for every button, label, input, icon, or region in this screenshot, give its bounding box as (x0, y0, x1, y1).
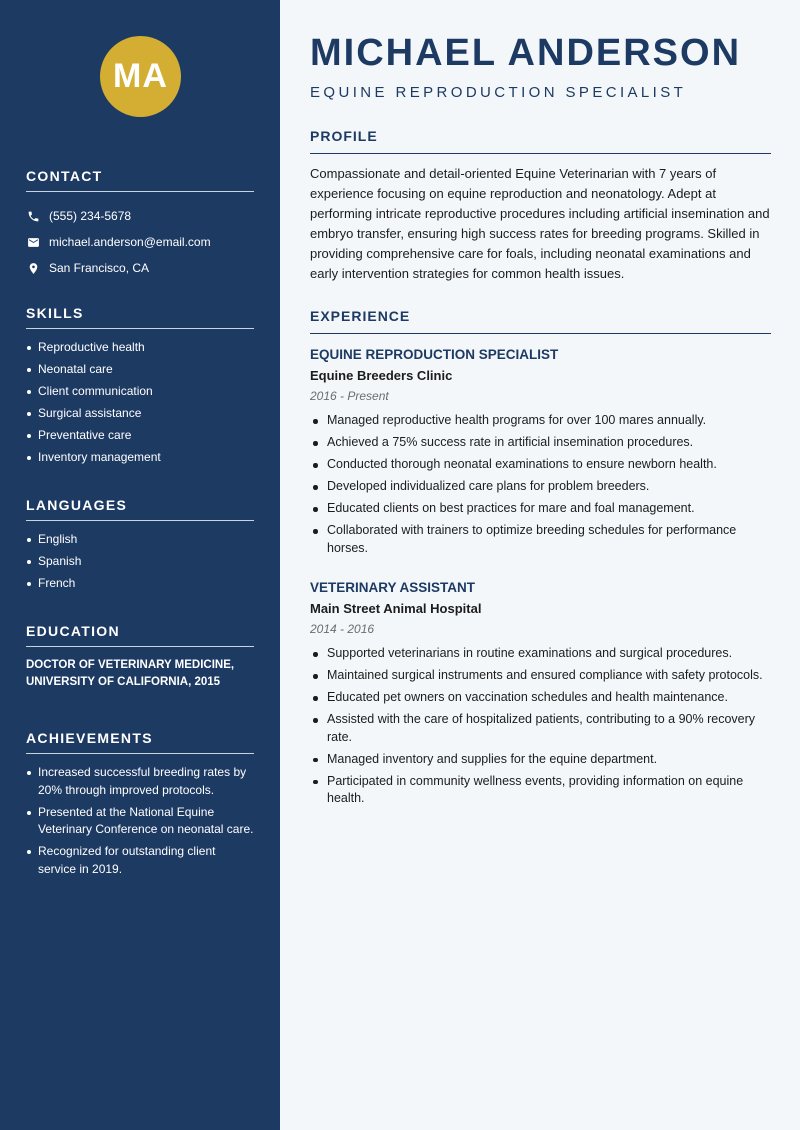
job-dates: 2016 - Present (310, 389, 389, 403)
experience-job (310, 347, 771, 562)
list-item: Managed inventory and supplies for the equine department. (310, 751, 771, 769)
education-heading: EDUCATION (26, 623, 254, 647)
languages-section (26, 497, 254, 597)
languages-list (26, 531, 254, 593)
list-item: Inventory management (26, 449, 254, 467)
contact-heading: CONTACT (26, 168, 254, 192)
job-role: VETERINARY ASSISTANT (310, 580, 476, 595)
list-item: French (26, 575, 254, 593)
list-item: Recognized for outstanding client service in 2019. (26, 843, 254, 878)
list-item: Client communication (26, 383, 254, 401)
phone-text: (555) 234-5678 (49, 209, 132, 223)
candidate-name: MICHAEL ANDERSON (310, 32, 742, 74)
experience-heading: EXPERIENCE (310, 308, 771, 334)
list-item: Developed individualized care plans for problem breeders. (310, 478, 771, 496)
education-section (26, 623, 254, 691)
list-item: Increased successful breeding rates by 20% through improved protocols. (26, 764, 254, 799)
list-item: Achieved a 75% success rate in artificial insemination procedures. (310, 434, 771, 452)
list-item: Educated pet owners on vaccination schedules and health maintenance. (310, 689, 771, 707)
job-dates: 2014 - 2016 (310, 622, 375, 636)
list-item: Educated clients on best practices for mare and foal management. (310, 500, 771, 518)
skills-section (26, 305, 254, 472)
contact-location (26, 255, 254, 281)
avatar-initials: MA (113, 57, 168, 95)
list-item: Spanish (26, 553, 254, 571)
list-item: Assisted with the care of hospitalized patients, contributing to a 90% recovery rate. (310, 711, 771, 746)
avatar (100, 36, 181, 117)
list-item: Maintained surgical instruments and ensured compliance with safety protocols. (310, 667, 771, 685)
list-item: Participated in community wellness events, providing information on equine health. (310, 773, 771, 808)
phone-icon (26, 209, 40, 223)
list-item: Surgical assistance (26, 405, 254, 423)
list-item: Managed reproductive health programs for over 100 mares annually. (310, 412, 771, 430)
skills-heading: SKILLS (26, 305, 254, 329)
list-item: Preventative care (26, 427, 254, 445)
sidebar (0, 0, 280, 1130)
job-bullets (310, 412, 771, 557)
list-item: Supported veterinarians in routine examinations and surgical procedures. (310, 645, 771, 663)
location-pin-icon (26, 261, 40, 275)
languages-heading: LANGUAGES (26, 497, 254, 521)
email-icon (26, 235, 40, 249)
skills-list (26, 339, 254, 467)
education-text: DOCTOR OF VETERINARY MEDICINE, UNIVERSITY OF CALIFORNIA, 2015 (26, 659, 235, 688)
list-item: Reproductive health (26, 339, 254, 357)
contact-email (26, 229, 254, 255)
profile-heading: PROFILE (310, 128, 771, 154)
list-item: English (26, 531, 254, 549)
email-text: michael.anderson@email.com (49, 235, 211, 249)
job-role: EQUINE REPRODUCTION SPECIALIST (310, 347, 559, 362)
list-item: Collaborated with trainers to optimize breeding schedules for performance horses. (310, 522, 771, 557)
list-item: Conducted thorough neonatal examinations to ensure newborn health. (310, 456, 771, 474)
profile-section (310, 128, 771, 284)
candidate-title: EQUINE REPRODUCTION SPECIALIST (310, 84, 687, 101)
achievements-heading: ACHIEVEMENTS (26, 730, 254, 754)
contact-section (26, 168, 254, 281)
job-bullets (310, 645, 771, 808)
list-item: Neonatal care (26, 361, 254, 379)
job-company: Equine Breeders Clinic (310, 368, 453, 383)
achievements-list (26, 764, 254, 878)
contact-phone (26, 203, 254, 229)
job-company: Main Street Animal Hospital (310, 601, 482, 616)
achievements-section (26, 730, 254, 883)
profile-text: Compassionate and detail-oriented Equine Veterinarian with 7 years of experience focusing on equine reproduction and neonatology. Adept at performing intricate reproductive procedures including artificial insemination and embryo transfer, ensuring high success rates for breeding programs. Skilled in providing comprehensive care for foals, including neonatal examinations and early intervention strategies for common health issues. (310, 166, 770, 281)
contact-list (26, 203, 254, 281)
experience-section (310, 308, 771, 334)
location-text: San Francisco, CA (49, 261, 150, 275)
list-item: Presented at the National Equine Veterinary Conference on neonatal care. (26, 804, 254, 839)
experience-job (310, 580, 771, 813)
